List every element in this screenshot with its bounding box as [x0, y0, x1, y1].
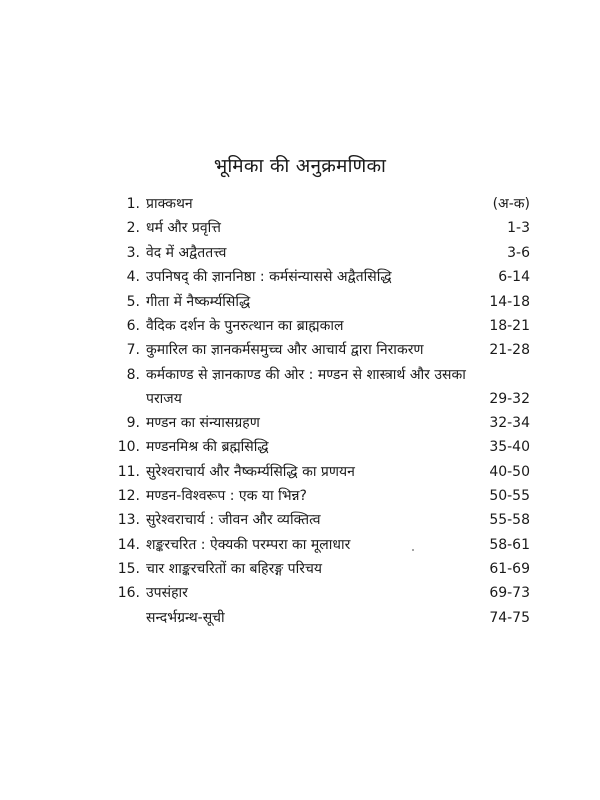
entry-pages: 50-55 [489, 487, 530, 504]
toc-entry [110, 460, 530, 484]
entry-pages: 35-40 [489, 439, 530, 456]
entry-pages: 69-73 [489, 585, 530, 602]
entry-title: उपनिषद् की ज्ञाननिष्ठा : कर्मसंन्याससे अद्वैतसिद्धि [146, 269, 392, 286]
entry-number: 16. [117, 585, 140, 602]
entry-number: 5. [126, 293, 140, 310]
entry-number: 15. [117, 561, 140, 578]
table-of-contents [110, 192, 530, 630]
entry-number: 6. [126, 317, 140, 334]
entry-pages: 14-18 [489, 293, 530, 310]
entry-number: 11. [117, 463, 140, 480]
entry-title: वेद में अद्वैततत्त्व [146, 244, 227, 261]
entry-number: 10. [117, 439, 140, 456]
entry-title: सन्दर्भग्रन्थ-सूची [146, 609, 225, 626]
entry-pages: 21-28 [489, 342, 530, 359]
entry-pages: 29-32 [489, 390, 530, 407]
entry-title: मण्डन-विश्वरूप : एक या भिन्न? [146, 487, 307, 504]
toc-entry [110, 484, 530, 508]
toc-entry [110, 192, 530, 216]
entry-title: कुमारिल का ज्ञानकर्मसमुच्च और आचार्य द्वारा निराकरण [146, 342, 424, 359]
entry-pages: (अ-क) [492, 196, 530, 212]
entry-number: 2. [126, 220, 140, 237]
toc-entry [110, 241, 530, 265]
entry-title: मण्डनमिश्र की ब्रह्मसिद्धि [146, 439, 269, 456]
entry-number: 14. [117, 536, 140, 553]
entry-pages: 40-50 [489, 463, 530, 480]
entry-number: 4. [126, 269, 140, 286]
toc-entry [110, 216, 530, 240]
entry-number: 8. [126, 366, 140, 383]
toc-entry [110, 338, 530, 362]
entry-pages: 55-58 [489, 512, 530, 529]
entry-title: सुरेश्वराचार्य और नैष्कर्म्यसिद्धि का प्रणयन [146, 463, 355, 480]
toc-entry [110, 411, 530, 435]
entry-title: चार शाङ्करचरितों का बहिरङ्ग परिचय [146, 561, 322, 578]
entry-pages: 61-69 [489, 561, 530, 578]
entry-title: वैदिक दर्शन के पुनरुत्थान का ब्राह्मकाल [146, 317, 344, 334]
toc-entry [110, 581, 530, 605]
entry-pages: 74-75 [489, 609, 530, 626]
toc-entry [110, 435, 530, 459]
toc-entry [110, 290, 530, 314]
entry-pages: 58-61 [489, 536, 530, 553]
entry-title: प्राक्कथन [146, 196, 193, 212]
toc-entry [110, 265, 530, 289]
entry-pages: 18-21 [489, 317, 530, 334]
entry-number: 13. [117, 512, 140, 529]
entry-number: 1. [126, 196, 140, 212]
entry-title: शङ्करचरित : ऐक्यकी परम्परा का मूलाधार [146, 536, 351, 553]
entry-title: सुरेश्वराचार्य : जीवन और व्यक्तित्व [146, 512, 321, 529]
entry-title: उपसंहार [146, 585, 188, 602]
toc-entry [110, 557, 530, 581]
entry-pages: 3-6 [507, 244, 530, 261]
entry-pages: 1-3 [507, 220, 530, 237]
toc-entry [110, 533, 530, 557]
entry-pages: 6-14 [498, 269, 530, 286]
page-title: भूमिका की अनुक्रमणिका [213, 155, 387, 177]
entry-title: गीता में नैष्कर्म्यसिद्धि [146, 293, 251, 310]
entry-title: कर्मकाण्ड से ज्ञानकाण्ड की ओर : मण्डन से शास्त्रार्थ और उसका पराजय [146, 366, 466, 407]
toc-entry [110, 606, 530, 630]
entry-number: 3. [126, 244, 140, 261]
entry-title: धर्म और प्रवृत्ति [146, 220, 221, 237]
entry-number: 9. [126, 414, 140, 431]
entry-number: 12. [117, 487, 140, 504]
entry-pages: 32-34 [489, 414, 530, 431]
print-speck [412, 549, 414, 551]
toc-entry [110, 363, 530, 411]
toc-entry [110, 508, 530, 532]
toc-entry [110, 314, 530, 338]
entry-title: मण्डन का संन्यासग्रहण [146, 414, 260, 431]
entry-number: 7. [126, 342, 140, 359]
